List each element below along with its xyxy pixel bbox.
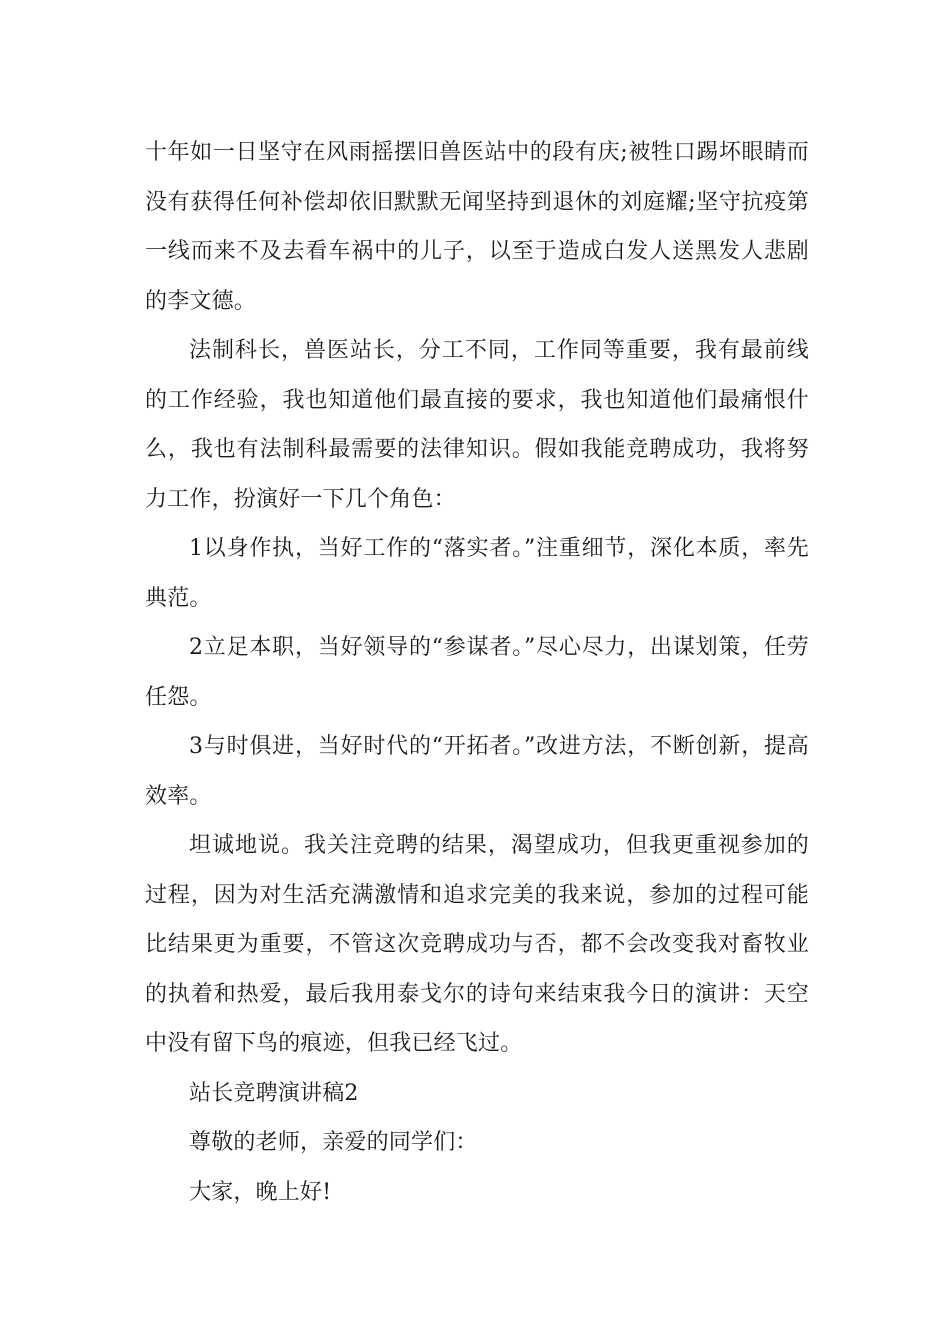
section-heading: 站长竞聘演讲稿2 (189, 1080, 359, 1106)
list-item-1: 1以身作执，当好工作的“落实者。”注重细节，深化本质，率先典范。 (145, 536, 809, 611)
greeting: 大家，晚上好! (189, 1179, 332, 1205)
paragraph-role-intro: 法制科长，兽医站长，分工不同，工作同等重要，我有最前线的工作经验，我也知道他们最直接的要求，我也知道他们最痛恨什么，我也有法制科最需要的法律知识。假如我能竞聘成功，我将努力工作，扮演好一下几个角色： (145, 338, 809, 512)
paragraph-continuation: 十年如一日坚守在风雨摇摆旧兽医站中的段有庆;被牲口踢坏眼睛而没有获得任何补偿却依旧默默无闻坚持到退休的刘庭耀;坚守抗疫第一线而来不及去看车祸中的儿子，以至于造成白发人送黑发人悲剧的李文德。 (145, 140, 809, 314)
list-item-2: 2立足本职，当好领导的“参谋者。”尽心尽力，出谋划策，任劳任怨。 (145, 635, 809, 710)
list-item-3: 3与时俱进，当好时代的“开拓者。”改进方法，不断创新，提高效率。 (145, 734, 809, 809)
paragraph-conclusion: 坦诚地说。我关注竞聘的结果，渴望成功，但我更重视参加的过程，因为对生活充满激情和追求完美的我来说，参加的过程可能比结果更为重要，不管这次竞聘成功与否，都不会改变我对畜牧业的执着和热爱，最后我用泰戈尔的诗句来结束我今日的演讲：天空中没有留下鸟的痕迹，但我已经飞过。 (145, 833, 809, 1056)
salutation: 尊敬的老师，亲爱的同学们： (189, 1130, 478, 1155)
document-body (145, 128, 809, 1217)
